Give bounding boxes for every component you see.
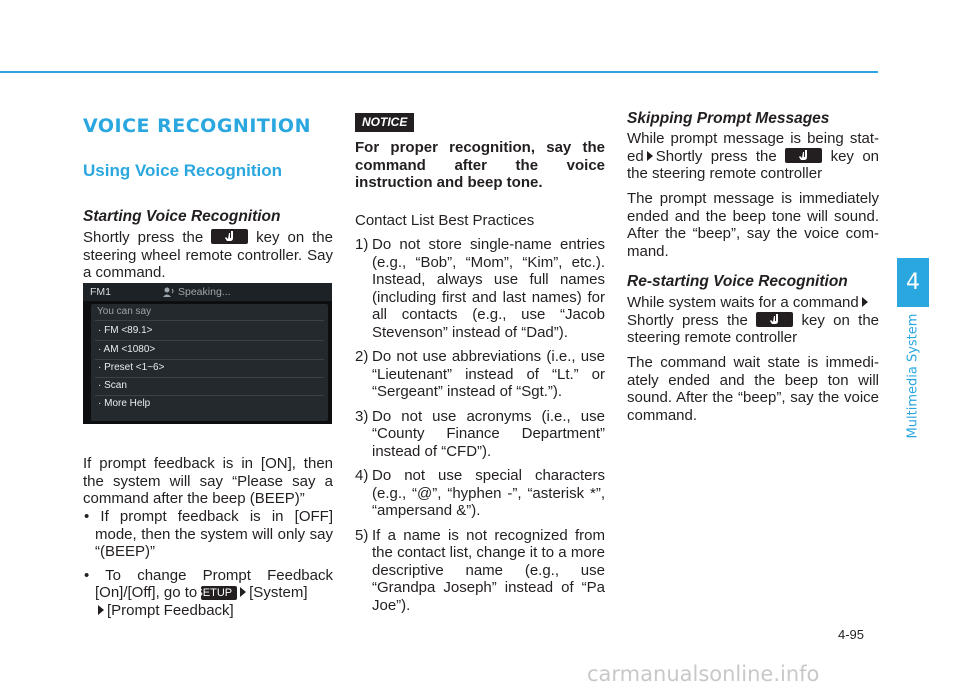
notice-badge: NOTICE [355, 113, 414, 132]
chapter-label: Multimedia System [905, 313, 921, 439]
divider [95, 359, 324, 360]
watermark-footer: carmanualsonline.info [587, 662, 820, 686]
setup-key: SETUP [201, 586, 237, 600]
list-item: 1) Do not store single-name entries (e.g., “Bob”, “Mom”, “Kim”, etc.). Instead, always use full names (including first and last names) for all contacts (e.g., use “Jacob Stevenson” instead of “Dad”). [355, 236, 605, 341]
screen-header [83, 283, 332, 301]
page-number: 4-95 [838, 627, 865, 642]
section-heading: Using Voice Recognition [83, 161, 282, 180]
list-item: 3) Do not use acronyms (i.e., use “County Finance Department” instead of “CFD”). [355, 407, 605, 460]
chapter-tab: 4 [897, 258, 929, 307]
you-can-say-label: You can say [97, 306, 152, 317]
list-item: • To change Prompt Feedback [On]/[Off], go to SETUP [System] [Prompt Feedback] [84, 566, 333, 619]
arrow-right-icon [240, 587, 246, 597]
list-item: · Preset <1~6> [98, 362, 165, 373]
voice-key-icon [756, 312, 793, 327]
list-item: · More Help [98, 398, 151, 409]
feedback-intro: If prompt feedback is in [ON], then the system will say “Please say a command after the beep (BEEP)” [83, 455, 333, 507]
arrow-right-icon [98, 605, 104, 615]
skipping-paragraph-1: While prompt message is being stat-ed Shortly press the key on the steering remote controller [627, 130, 880, 182]
restarting-paragraph-1: While system waits for a command Shortly press the key on the steering remote controller [627, 294, 880, 346]
radio-band: FM1 [90, 286, 111, 298]
voice-recognition-screen [83, 283, 332, 424]
list-item: 4) Do not use special characters (e.g., “@”, “hyphen -”, “asterisk *”, “ampersand &”). [355, 467, 605, 519]
contact-heading: Contact List Best Practices [355, 212, 535, 229]
subsection-heading-skipping: Skipping Prompt Messages [627, 110, 830, 127]
voice-key-icon [785, 148, 822, 163]
page-title: VOICE RECOGNITION [83, 115, 311, 137]
speaking-status: Speaking... [178, 286, 231, 298]
arrow-right-icon [647, 151, 653, 161]
feedback-bullets [83, 508, 333, 625]
restarting-paragraph-2: The command wait state is immedi-ately ended and the beep ton will sound. After the “beep”, say the voice command. [627, 354, 879, 424]
divider [95, 377, 324, 378]
command-list-panel [91, 304, 328, 421]
header-rule [0, 71, 878, 73]
list-item: · FM <89.1> [98, 325, 153, 336]
contact-practices-list [355, 236, 605, 621]
divider [95, 395, 324, 396]
skipping-paragraph-2: The prompt message is immediately ended and the beep tone will sound. After the “beep”, say the voice com-mand. [627, 190, 879, 260]
list-item: · Scan [98, 380, 127, 391]
divider [95, 340, 324, 341]
voice-key-icon [211, 229, 248, 244]
list-item: 2) Do not use abbreviations (i.e., use “Lieutenant” instead of “Lt.” or “Sergeant” instead of “Sgt.”). [355, 348, 605, 400]
list-item: 5) If a name is not recognized from the contact list, change it to a more descriptive name (e.g., use “Grandpa Joseph” instead of “Pa Joe”). [355, 526, 605, 614]
list-item: • If prompt feedback is in [OFF] mode, then the system will only say “(BEEP)” [84, 508, 333, 560]
subsection-heading-restarting: Re-starting Voice Recognition [627, 273, 848, 290]
microphone-icon [163, 287, 175, 300]
arrow-right-icon [862, 297, 868, 307]
starting-paragraph: Shortly press the key on the steering wheel remote controller. Say a command. [83, 229, 333, 281]
divider [95, 320, 324, 321]
list-item: · AM <1080> [98, 344, 156, 355]
notice-text: For proper recognition, say the command after the voice instruction and beep tone. [355, 139, 605, 191]
subsection-heading-starting: Starting Voice Recognition [83, 208, 281, 225]
